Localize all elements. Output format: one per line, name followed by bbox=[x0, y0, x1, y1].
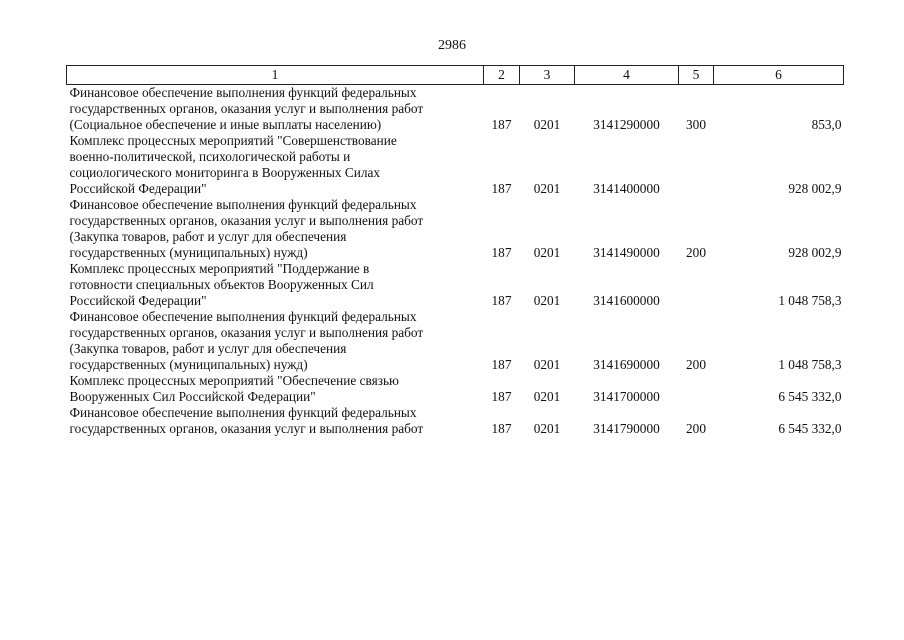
row-target-article: 3141790000 bbox=[593, 421, 660, 436]
row-section-code: 187 bbox=[491, 181, 512, 196]
row-target-article: 3141490000 bbox=[593, 245, 660, 260]
row-subsection-code: 0201 bbox=[533, 421, 561, 436]
row-subsection-code: 0201 bbox=[533, 245, 561, 260]
description-line: государственных (муниципальных) нужд) bbox=[69, 357, 308, 372]
row-target-article: 3141290000 bbox=[593, 117, 660, 132]
description-line: Финансовое обеспечение выполнения функций федеральных bbox=[69, 197, 417, 212]
description-line: Российской Федерации" bbox=[69, 293, 207, 308]
row-description bbox=[67, 309, 484, 373]
row-subsection-code: 0201 bbox=[533, 389, 561, 404]
row-subsection-code: 0201 bbox=[533, 181, 561, 196]
description-line: (Закупка товаров, работ и услуг для обеспечения bbox=[69, 341, 347, 356]
table-row bbox=[67, 197, 844, 261]
row-description bbox=[67, 261, 484, 309]
header-col-6: 6 bbox=[714, 66, 844, 85]
row-subsection-code: 0201 bbox=[533, 117, 561, 132]
row-target-article: 3141700000 bbox=[593, 389, 660, 404]
row-amount: 1 048 758,3 bbox=[778, 293, 842, 308]
row-description bbox=[67, 405, 484, 437]
description-line: Комплекс процессных мероприятий "Совершенствование bbox=[69, 133, 397, 148]
row-amount: 853,0 bbox=[811, 117, 842, 132]
header-col-1: 1 bbox=[67, 66, 484, 85]
description-line: социологического мониторинга в Вооруженных Силах bbox=[69, 165, 381, 180]
table-row bbox=[67, 373, 844, 405]
description-line: государственных органов, оказания услуг и выполнения работ bbox=[69, 421, 424, 436]
header-col-2: 2 bbox=[484, 66, 520, 85]
description-line: Комплекс процессных мероприятий "Поддержание в bbox=[69, 261, 370, 276]
row-expense-type bbox=[679, 373, 714, 405]
row-section-code: 187 bbox=[491, 421, 512, 436]
description-line: Комплекс процессных мероприятий "Обеспечение связью bbox=[69, 373, 399, 388]
table-row bbox=[67, 85, 844, 134]
row-expense-type: 200 bbox=[686, 357, 706, 372]
description-line: (Социальное обеспечение и иные выплаты населению) bbox=[69, 117, 382, 132]
row-amount: 6 545 332,0 bbox=[778, 389, 842, 404]
row-expense-type bbox=[679, 133, 714, 197]
row-expense-type: 200 bbox=[686, 245, 706, 260]
row-expense-type bbox=[679, 261, 714, 309]
table-body bbox=[67, 85, 844, 438]
row-expense-type: 300 bbox=[686, 117, 706, 132]
description-line: готовности специальных объектов Вооруженных Сил bbox=[69, 277, 374, 292]
row-amount: 928 002,9 bbox=[788, 181, 842, 196]
row-section-code: 187 bbox=[491, 245, 512, 260]
row-amount: 6 545 332,0 bbox=[778, 421, 842, 436]
row-subsection-code: 0201 bbox=[533, 357, 561, 372]
row-amount: 928 002,9 bbox=[788, 245, 842, 260]
description-line: государственных органов, оказания услуг и выполнения работ bbox=[69, 101, 424, 116]
table-header-row bbox=[67, 66, 844, 85]
header-col-5: 5 bbox=[679, 66, 714, 85]
description-line: Вооруженных Сил Российской Федерации" bbox=[69, 389, 316, 404]
header-col-4: 4 bbox=[575, 66, 679, 85]
description-line: Финансовое обеспечение выполнения функций федеральных bbox=[69, 405, 417, 420]
row-description bbox=[67, 133, 484, 197]
budget-table bbox=[66, 65, 844, 437]
description-line: государственных органов, оказания услуг и выполнения работ bbox=[69, 213, 424, 228]
row-target-article: 3141690000 bbox=[593, 357, 660, 372]
row-section-code: 187 bbox=[491, 117, 512, 132]
row-amount: 1 048 758,3 bbox=[778, 357, 842, 372]
row-expense-type: 200 bbox=[686, 421, 706, 436]
description-line: государственных (муниципальных) нужд) bbox=[69, 245, 308, 260]
description-line: Финансовое обеспечение выполнения функций федеральных bbox=[69, 85, 417, 100]
header-col-3: 3 bbox=[520, 66, 575, 85]
table-row bbox=[67, 133, 844, 197]
row-description bbox=[67, 85, 484, 134]
row-section-code: 187 bbox=[491, 389, 512, 404]
row-description bbox=[67, 197, 484, 261]
description-line: военно-политической, психологической работы и bbox=[69, 149, 351, 164]
table-row bbox=[67, 405, 844, 437]
description-line: (Закупка товаров, работ и услуг для обеспечения bbox=[69, 229, 347, 244]
table-row bbox=[67, 261, 844, 309]
description-line: государственных органов, оказания услуг и выполнения работ bbox=[69, 325, 424, 340]
row-description bbox=[67, 373, 484, 405]
row-section-code: 187 bbox=[491, 357, 512, 372]
description-line: Финансовое обеспечение выполнения функций федеральных bbox=[69, 309, 417, 324]
row-target-article: 3141600000 bbox=[593, 293, 660, 308]
row-target-article: 3141400000 bbox=[593, 181, 660, 196]
row-section-code: 187 bbox=[491, 293, 512, 308]
page-number: 2986 bbox=[438, 38, 466, 53]
row-subsection-code: 0201 bbox=[533, 293, 561, 308]
description-line: Российской Федерации" bbox=[69, 181, 207, 196]
table-row bbox=[67, 309, 844, 373]
